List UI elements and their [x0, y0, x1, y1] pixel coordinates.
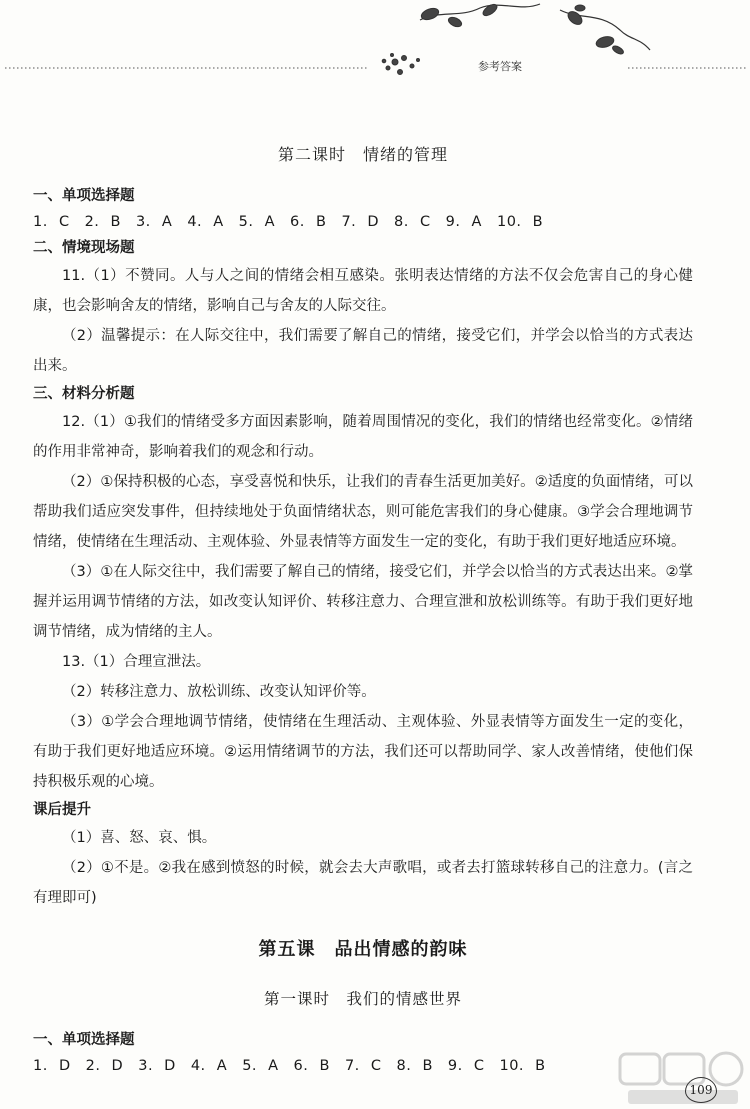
lesson-title: 第一课时 我们的情感世界 [263, 990, 462, 1008]
watermark-logo [618, 1050, 748, 1108]
answer-paragraph: 13.（1）合理宣泄法。 [62, 654, 211, 670]
answer-paragraph: （2）温馨提示：在人际交往中，我们需要了解自己的情绪，接受它们，并学会以恰当的方式表达出来。 [33, 328, 693, 374]
answer-row: 1. C 2. B 3. A 4. A 5. A 6. B 7. D 8. C 9. A 10. B [33, 214, 544, 230]
answer-paragraph: （3）①学会合理地调节情绪，使情绪在生理活动、主观体验、外显表情等方面发生一定的变化，有助于我们更好地适应环境。②运用情绪调节的方法，我们还可以帮助同学、家人改善情绪，使他们保持积极乐观的心境。 [33, 714, 693, 790]
section-heading: 二、情境现场题 [33, 240, 135, 256]
header-floral-decoration [0, 0, 750, 90]
section-heading: 一、单项选择题 [33, 188, 135, 204]
answer-paragraph: （2）①不是。②我在感到愤怒的时候，就会去大声歌唱，或者去打篮球转移自己的注意力。(言之有理即可) [33, 860, 693, 906]
lesson-title: 第二课时 情绪的管理 [277, 145, 448, 164]
answer-content [33, 138, 693, 1079]
section-heading: 课后提升 [33, 802, 91, 818]
answer-paragraph: （1）喜、怒、哀、惧。 [62, 830, 217, 846]
chapter-title: 第五课 品出情感的韵味 [258, 939, 468, 960]
answer-paragraph: （3）①在人际交往中，我们需要了解自己的情绪，接受它们，并学会以恰当的方式表达出来。②掌握并运用调节情绪的方法，如改变认知评价、转移注意力、合理宣泄和放松训练等。有助于我们更好地调节情绪，成为情绪的主人。 [33, 564, 693, 640]
answer-paragraph: （2）转移注意力、放松训练、改变认知评价等。 [62, 684, 376, 700]
header-label: 参考答案 [478, 60, 522, 73]
section-heading: 三、材料分析题 [33, 386, 135, 402]
section-heading: 一、单项选择题 [33, 1032, 135, 1048]
answer-paragraph: 12.（1）①我们的情绪受多方面因素影响，随着周围情况的变化，我们的情绪也经常变化。②情绪的作用非常神奇，影响着我们的观念和行动。 [33, 414, 693, 460]
answer-paragraph: （2）①保持积极的心态，享受喜悦和快乐，让我们的青春生活更加美好。②适度的负面情绪，可以帮助我们适应突发事件，但持续地处于负面情绪状态，则可能危害我们的身心健康。③学会合理地调节情绪，使情绪在生理活动、主观体验、外显表情等方面发生一定的变化，有助于我们更好地适应环境。 [33, 474, 693, 550]
answer-row: 1. D 2. D 3. D 4. A 5. A 6. B 7. C 8. B 9. C 10. B [33, 1058, 546, 1074]
answer-paragraph: 11.（1）不赞同。人与人之间的情绪会相互感染。张明表达情绪的方法不仅会危害自己的身心健康，也会影响舍友的情绪，影响自己与舍友的人际交往。 [33, 268, 693, 314]
page-number: 109 [685, 1077, 717, 1103]
